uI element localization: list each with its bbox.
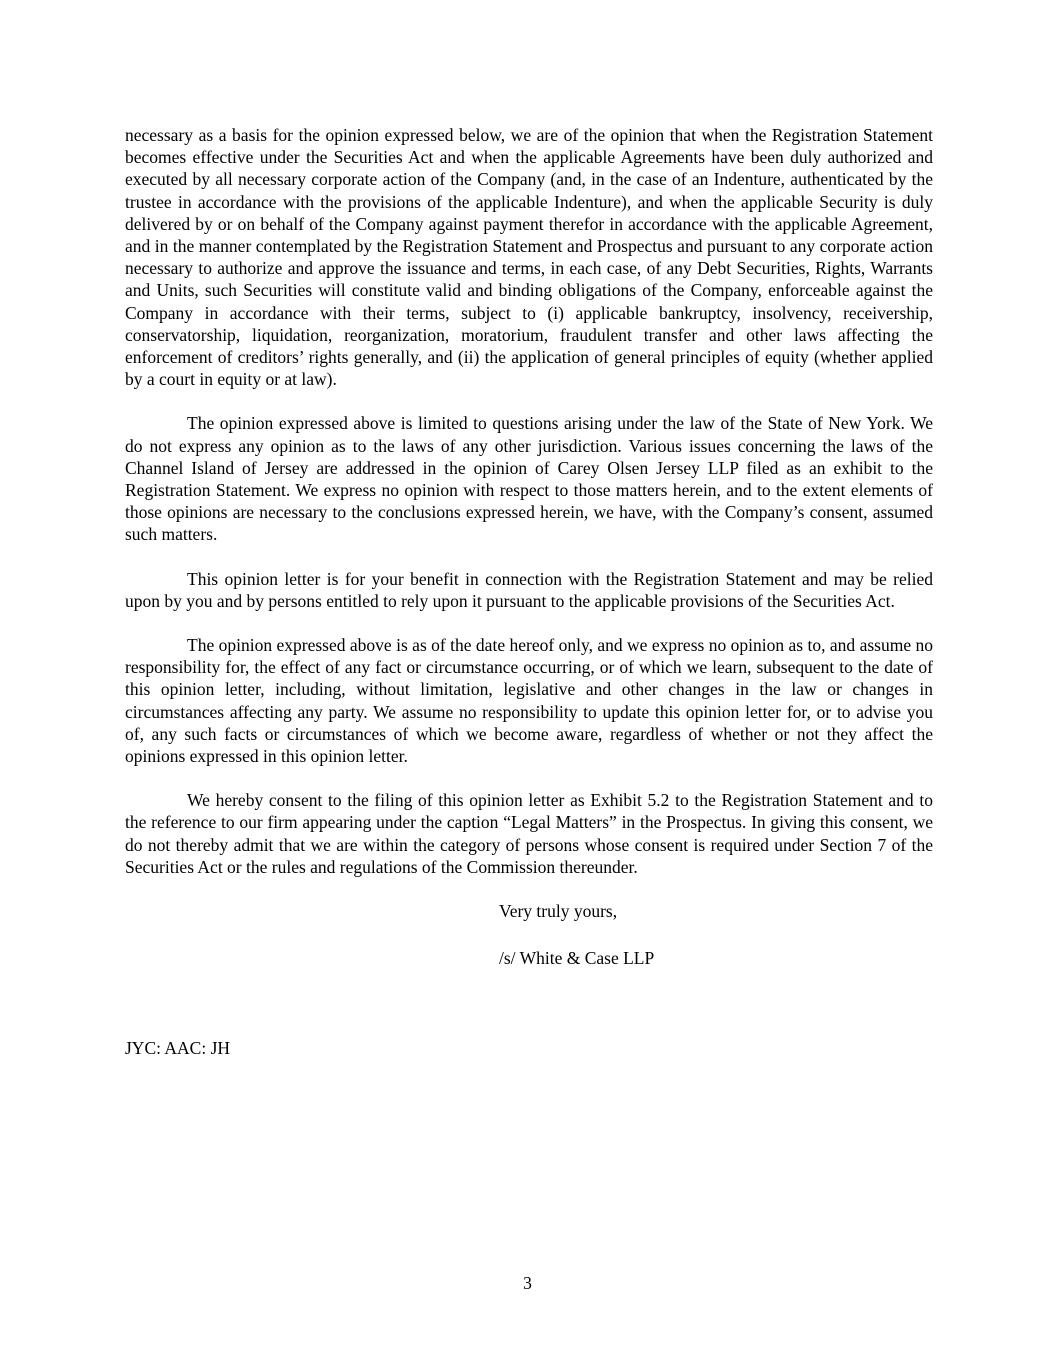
paragraph-filing-consent: We hereby consent to the filing of this opinion letter as Exhibit 5.2 to the Registration Statement and to the reference to our firm appearing under the caption “Legal Matters” in the Prospectus. In giving this consent, we do not thereby admit that we are within the category of persons whose consent is required under Section 7 of the Securities Act or the rules and regulations of the Commission thereunder. [125, 790, 933, 877]
signature-text: /s/ White & Case LLP [499, 948, 655, 969]
paragraph-benefit-reliance: This opinion letter is for your benefit in connection with the Registration Statement and may be relied upon by you and by persons entitled to rely upon it pursuant to the applicable provisions of the Securities Act. [125, 568, 933, 611]
page-number: 3 [523, 1273, 532, 1293]
paragraph-opinion-validity: necessary as a basis for the opinion expressed below, we are of the opinion that when the Registration Statement becomes effective under the Securities Act and when the applicable Agreements have been duly authorized and executed by all necessary corporate action of the Company (and, in the case of an Indenture, authenticated by the trustee in accordance with the provisions of the applicable Indenture), and when the applicable Security is duly delivered by or on behalf of the Company against payment therefor in accordance with the applicable Agreement, and in the manner contemplated by the Registration Statement and Prospectus and pursuant to any corporate action necessary to authorize and approve the issuance and terms, in each case, of any Debt Securities, Rights, Warrants and Units, such Securities will constitute valid and binding obligations of the Company, enforceable against the Company in accordance with their terms, subject to (i) applicable bankruptcy, insolvency, receivership, conservatorship, liquidation, reorganization, moratorium, fraudulent transfer and other laws affecting the enforcement of creditors’ rights generally, and (ii) the application of general principles of equity (whether applied by a court in equity or at law). [125, 125, 933, 390]
paragraph-date-limitation: The opinion expressed above is as of the date hereof only, and we express no opinion as to, and assume no responsibility for, the effect of any fact or circumstance occurring, or of which we learn, subsequent to the date of this opinion letter, including, without limitation, legislative and other changes in the law or changes in circumstances affecting any party. We assume no responsibility to update this opinion letter for, or to advise you of, any such facts or circumstances of which we become aware, regardless of whether or not they affect the opinions expressed in this opinion letter. [125, 635, 933, 767]
reference-initials: JYC: AAC: JH [125, 1038, 231, 1058]
paragraph-jurisdiction-limitation: The opinion expressed above is limited to questions arising under the law of the State of New York. We do not express any opinion as to the laws of any other jurisdiction. Various issues concerning the laws of the Channel Island of Jersey are addressed in the opinion of Carey Olsen Jersey LLP filed as an exhibit to the Registration Statement. We express no opinion with respect to those matters herein, and to the extent elements of those opinions are necessary to the conclusions expressed herein, we have, with the Company’s consent, assumed such matters. [125, 413, 933, 545]
letter-body [125, 124, 933, 970]
valediction-text: Very truly yours, [499, 901, 618, 922]
closing-block [499, 900, 933, 969]
